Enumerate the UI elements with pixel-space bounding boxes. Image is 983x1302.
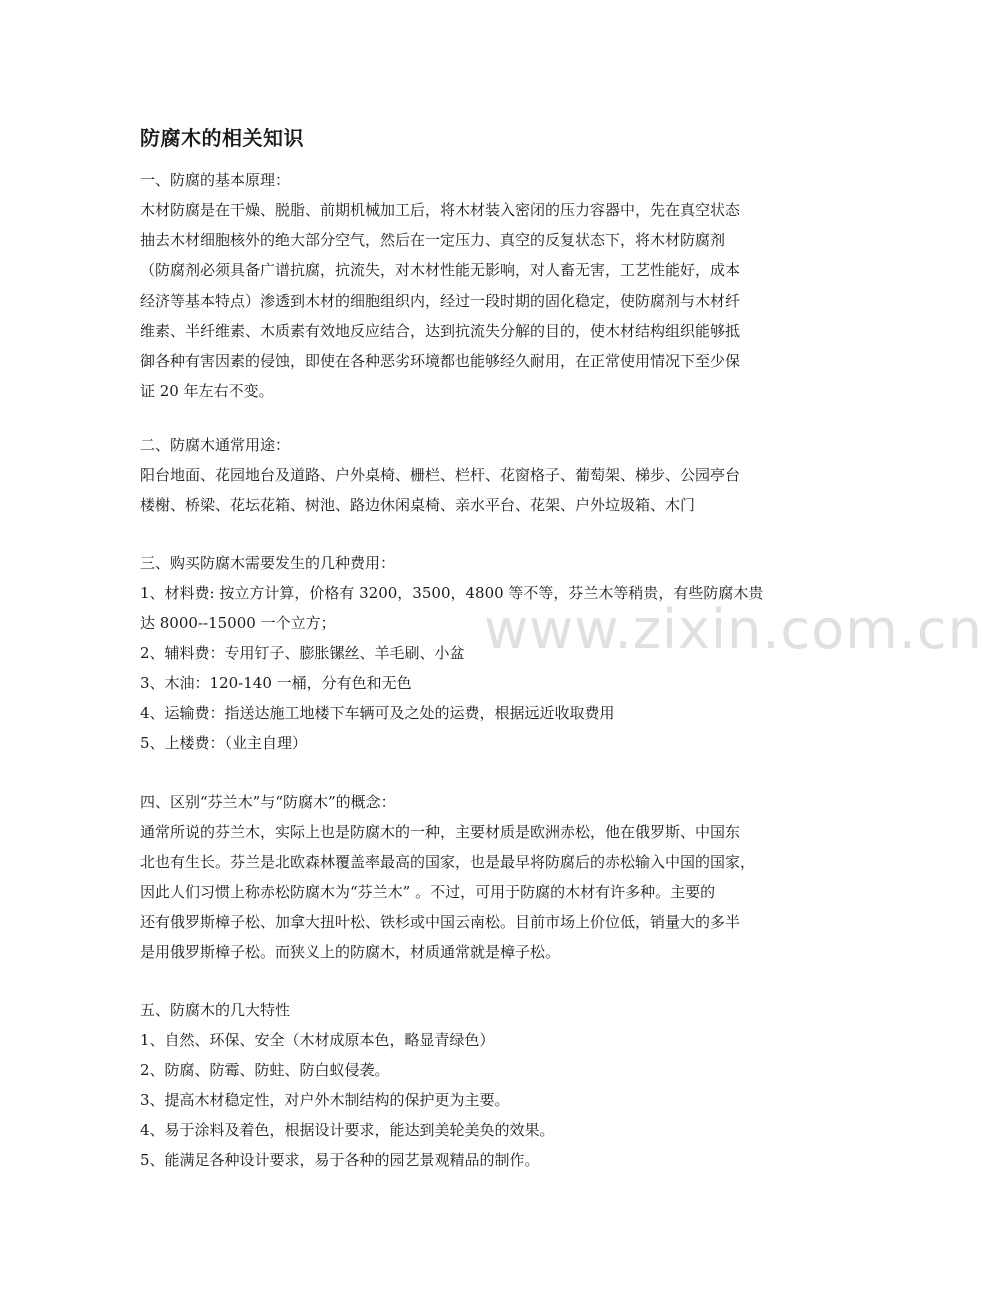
section-3-line: 3、木油：120-140 一桶，分有色和无色 [140,674,412,692]
section-1-line: 抽去木材细胞核外的绝大部分空气，然后在一定压力、真空的反复状态下，将木材防腐剂 [140,231,726,249]
section-4-heading: 四、区别“芬兰木”与“防腐木”的概念： [140,793,396,811]
section-4-line: 通常所说的芬兰木，实际上也是防腐木的一种，主要材质是欧洲赤松，他在俄罗斯、中国东 [140,823,741,841]
section-3-line: 达 8000--15000 一个立方； [140,614,336,632]
section-3-line: 5、上楼费：（业主自理） [140,734,308,752]
section-2-line: 楼榭、桥梁、花坛花箱、树池、路边休闲桌椅、亲水平台、花架、户外垃圾箱、木门 [140,496,696,514]
section-5-line: 4、易于涂料及着色，根据设计要求，能达到美轮美奂的效果。 [140,1121,555,1139]
section-2-line: 阳台地面、花园地台及道路、户外桌椅、栅栏、栏杆、花窗格子、葡萄架、梯步、公园亭台 [140,466,741,484]
section-5-heading: 五、防腐木的几大特性 [140,1001,291,1019]
section-1-line: 木材防腐是在干燥、脱脂、前期机械加工后，将木材装入密闭的压力容器中，先在真空状态 [140,201,741,219]
section-1-line: 经济等基本特点）渗透到木材的细胞组织内，经过一段时期的固化稳定，使防腐剂与木材纤 [140,292,741,310]
section-1-heading: 一、防腐的基本原理： [140,171,291,189]
section-1-line: 维素、半纤维素、木质素有效地反应结合，达到抗流失分解的目的，使木材结构组织能够抵 [140,322,741,340]
section-5-line: 2、防腐、防霉、防蛀、防白蚁侵袭。 [140,1061,390,1079]
section-4-line: 是用俄罗斯樟子松。而狭义上的防腐木，材质通常就是樟子松。 [140,943,561,961]
section-1-line: （防腐剂必须具备广谱抗腐，抗流失，对木材性能无影响，对人畜无害，工艺性能好，成本 [140,261,741,279]
watermark: www.zixin.com.cn [484,598,983,661]
section-4-line: 还有俄罗斯樟子松、加拿大扭叶松、铁杉或中国云南松。目前市场上价位低，销量大的多半 [140,913,741,931]
section-4-line: 因此人们习惯上称赤松防腐木为“芬兰木” 。不过，可用于防腐的木材有许多种。主要的 [140,883,716,901]
page-title: 防腐木的相关知识 [140,126,304,150]
section-5-line: 1、自然、环保、安全（木材成原本色，略显青绿色） [140,1031,495,1049]
section-3-line: 1、材料费: 按立方计算，价格有 3200，3500，4800 等不等，芬兰木等稍贵，有些防腐木贵 [140,584,764,602]
section-3-line: 2、辅料费：专用钉子、膨胀镙丝、羊毛刷、小盆 [140,644,465,662]
section-1-line: 证 20 年左右不变。 [140,382,274,400]
section-3-line: 4、运输费：指送达施工地楼下车辆可及之处的运费，根据远近收取费用 [140,704,615,722]
section-4-line: 北也有生长。芬兰是北欧森林覆盖率最高的国家，也是最早将防腐后的赤松输入中国的国家， [140,853,756,871]
section-3-heading: 三、购买防腐木需要发生的几种费用： [140,554,396,572]
section-5-line: 3、提高木材稳定性，对户外木制结构的保护更为主要。 [140,1091,510,1109]
section-5-line: 5、能满足各种设计要求，易于各种的园艺景观精品的制作。 [140,1151,540,1169]
section-2-heading: 二、防腐木通常用途： [140,436,291,454]
section-1-line: 御各种有害因素的侵蚀，即使在各种恶劣环境都也能够经久耐用，在正常使用情况下至少保 [140,352,741,370]
